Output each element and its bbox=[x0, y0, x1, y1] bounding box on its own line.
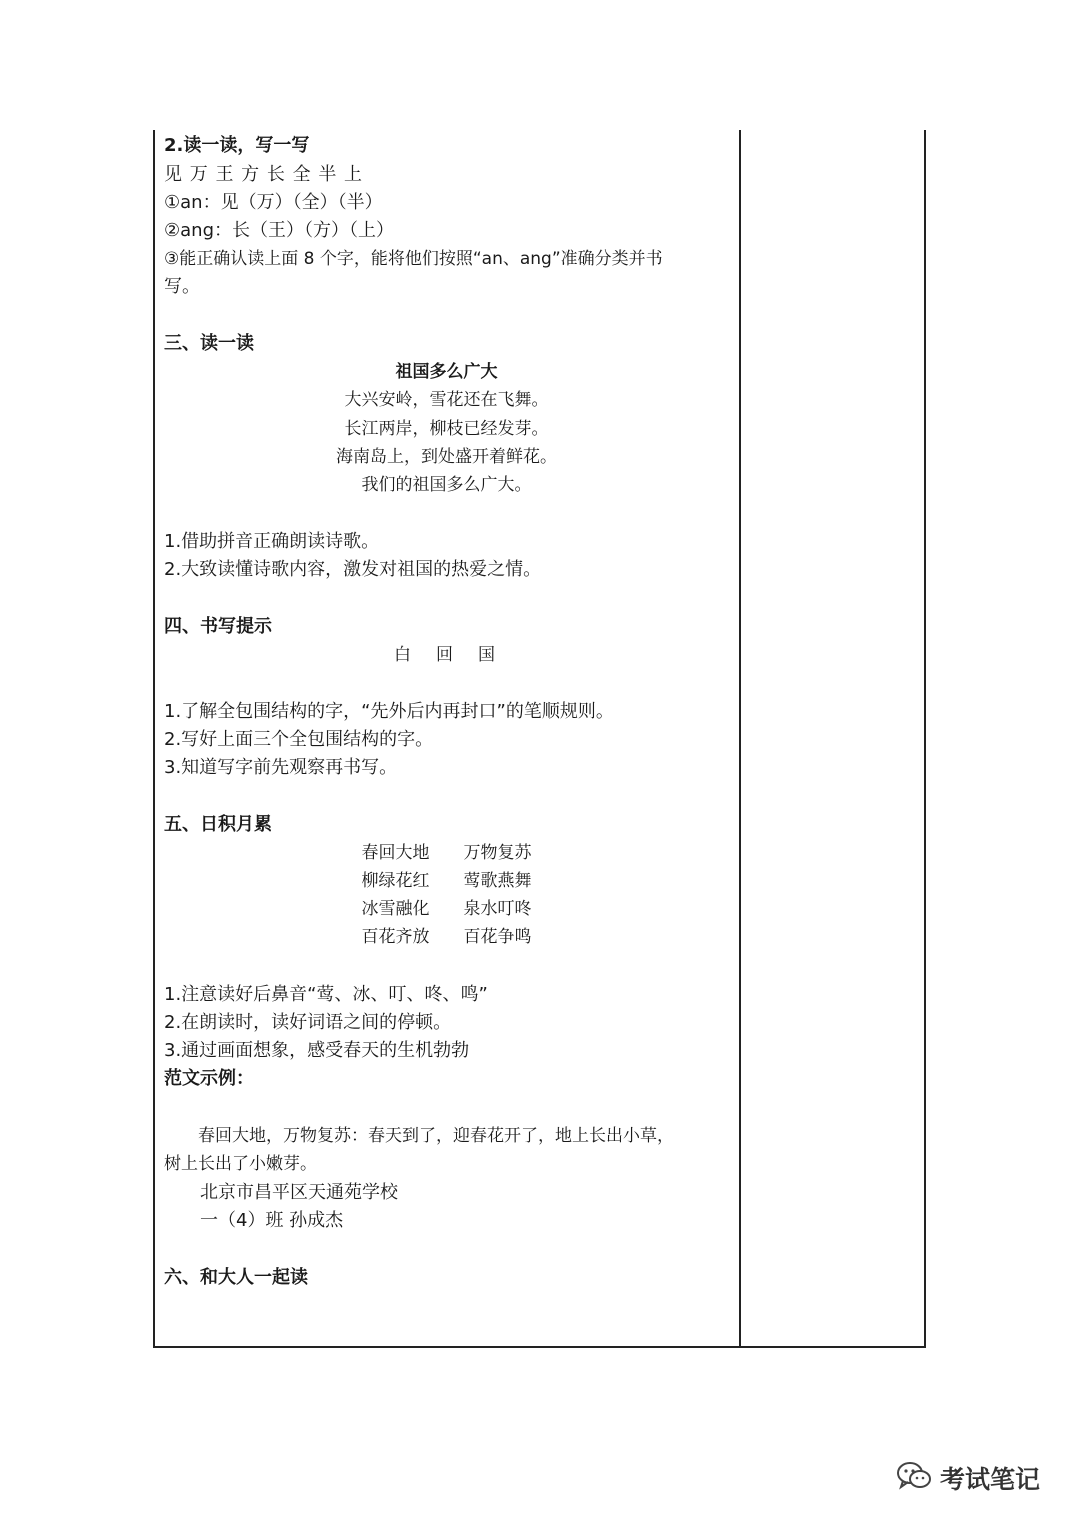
example-text: 春回大地，万物复苏：春天到了，迎春花开了，地上长出小草， bbox=[164, 1126, 674, 1146]
poem-title: 祖国多么广大 bbox=[395, 362, 498, 382]
section5-goal: 2.在朗读时，读好词语之间的停顿。 bbox=[164, 1012, 452, 1033]
section4-goal: 2.写好上面三个全包围结构的字。 bbox=[164, 729, 434, 750]
section2-goal: ③能正确认读上面 8 个字，能将他们按照“an、ang”准确分类并书 bbox=[164, 249, 663, 269]
section2-chars: 见 万 王 方 长 全 半 上 bbox=[164, 164, 364, 185]
section2-heading: 2.读一读，写一写 bbox=[164, 135, 310, 156]
column-divider bbox=[739, 130, 741, 1348]
section5-goal: 3.通过画面想象，感受春天的生机勃勃 bbox=[164, 1040, 470, 1061]
section3-goal: 2.大致读懂诗歌内容，激发对祖国的热爱之情。 bbox=[164, 559, 542, 580]
example-author: 一（4）班 孙成杰 bbox=[164, 1210, 344, 1231]
section3-goal: 1.借助拼音正确朗读诗歌。 bbox=[164, 531, 380, 552]
phrase-line: 春回大地 万物复苏 bbox=[361, 843, 532, 863]
section5-heading: 五、日积月累 bbox=[164, 814, 272, 835]
section2-ang-line: ②ang：长（王）（方）（上） bbox=[164, 220, 394, 241]
section4-goal: 1.了解全包围结构的字，“先外后内再封口”的笔顺规则。 bbox=[164, 701, 614, 722]
section3-heading: 三、读一读 bbox=[164, 333, 254, 354]
poem-line: 海南岛上，到处盛开着鲜花。 bbox=[336, 447, 557, 467]
example-school: 北京市昌平区天通苑学校 bbox=[164, 1182, 398, 1203]
section4-goal: 3.知道写字前先观察再书写。 bbox=[164, 757, 398, 778]
phrase-line: 冰雪融化 泉水叮咚 bbox=[361, 899, 532, 919]
phrase-line: 柳绿花红 莺歌燕舞 bbox=[361, 871, 532, 891]
section6-heading: 六、和大人一起读 bbox=[164, 1267, 308, 1288]
phrase-line: 百花齐放 百花争鸣 bbox=[361, 927, 532, 947]
example-text-cont: 树上长出了小嫩芽。 bbox=[164, 1154, 317, 1174]
section2-goal-cont: 写。 bbox=[164, 276, 200, 297]
poem-line: 大兴安岭，雪花还在飞舞。 bbox=[344, 390, 549, 410]
section4-chars: 白 回 国 bbox=[394, 645, 499, 665]
section4-heading: 四、书写提示 bbox=[164, 616, 272, 637]
watermark-text: 考试笔记 bbox=[940, 1465, 1041, 1494]
section5-goal: 1.注意读好后鼻音“莺、冰、叮、咚、鸣” bbox=[164, 984, 488, 1005]
section2-an-line: ①an：见（万）（全）（半） bbox=[164, 192, 383, 213]
poem-line: 长江两岸，柳枝已经发芽。 bbox=[344, 419, 549, 439]
watermark bbox=[896, 1460, 1040, 1496]
poem-line: 我们的祖国多么广大。 bbox=[361, 475, 532, 495]
example-heading: 范文示例： bbox=[164, 1068, 254, 1089]
wechat-icon bbox=[896, 1461, 932, 1495]
